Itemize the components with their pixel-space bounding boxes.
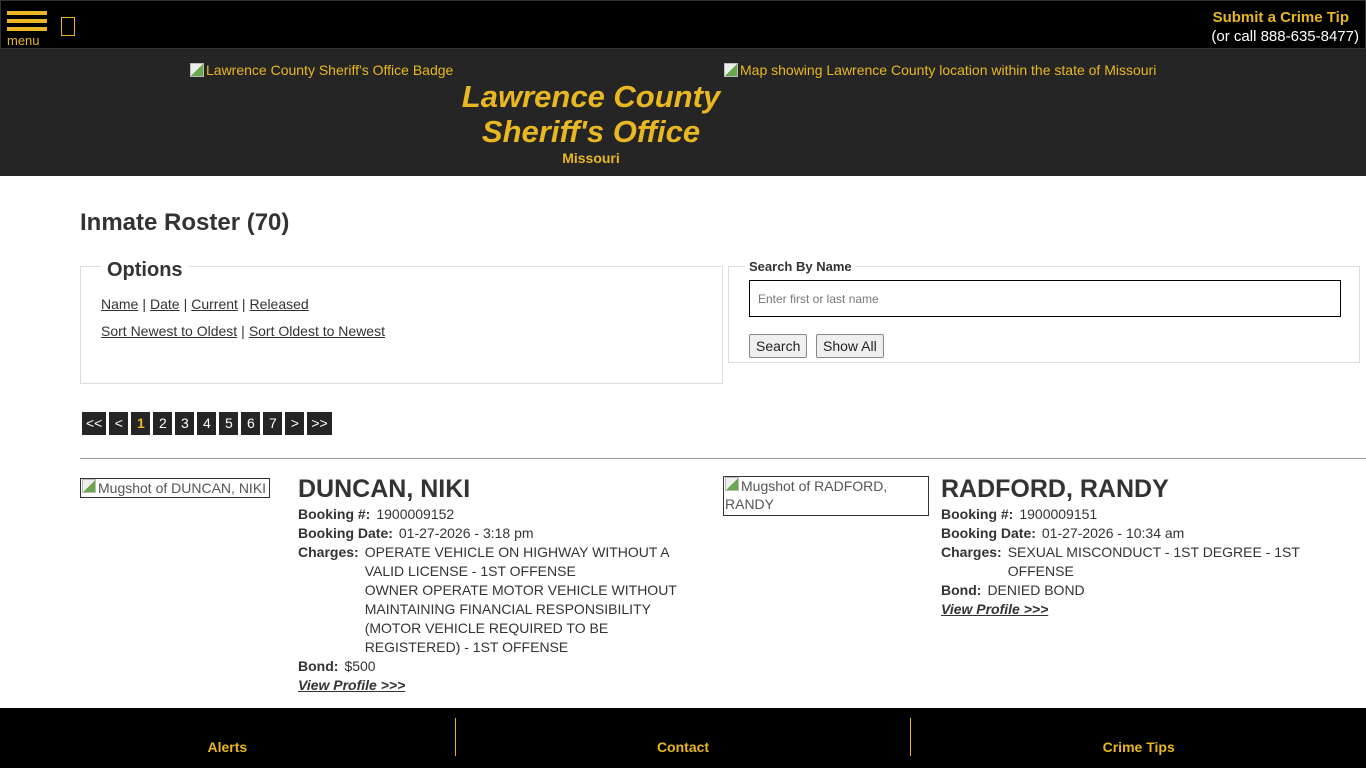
search-button[interactable]: Search xyxy=(749,334,807,358)
footer-crime-tips-link[interactable]: Crime Tips xyxy=(1102,739,1175,755)
name-search-input[interactable] xyxy=(749,280,1341,317)
crime-tip-box xyxy=(1211,8,1359,46)
site-title-line1: Lawrence County xyxy=(461,79,721,114)
page-7-button[interactable]: 7 xyxy=(263,412,282,435)
page-first-button[interactable]: << xyxy=(82,412,106,435)
site-title[interactable] xyxy=(441,79,741,149)
charges-list xyxy=(1008,543,1361,581)
bond-amount: DENIED BOND xyxy=(987,582,1085,598)
booking-number: 1900009152 xyxy=(376,506,455,522)
crime-tip-phone: (or call 888-635-8477) xyxy=(1211,28,1359,45)
menu-label: menu xyxy=(7,33,40,48)
broken-image-icon xyxy=(82,479,96,493)
page-prev-button[interactable]: < xyxy=(109,412,128,435)
show-all-button[interactable]: Show All xyxy=(816,334,884,358)
footer-alerts-link[interactable]: Alerts xyxy=(207,739,248,755)
filter-released-link[interactable]: Released xyxy=(249,296,309,312)
booking-number-label: Booking #: xyxy=(298,506,371,522)
mugshot-image[interactable]: Mugshot of DUNCAN, NIKI xyxy=(80,478,270,498)
site-subtitle: Missouri xyxy=(562,150,620,166)
map-alt-text: Map showing Lawrence County location within the state of Missouri xyxy=(740,62,1157,78)
options-legend: Options xyxy=(101,259,189,282)
booking-date-label: Booking Date: xyxy=(941,525,1036,541)
charge-item: SEXUAL MISCONDUCT - 1ST DEGREE - 1ST OFFENSE xyxy=(1007,544,1300,579)
top-bar xyxy=(0,0,1366,49)
inmate-details xyxy=(941,505,1361,619)
submit-crime-tip-link[interactable]: Submit a Crime Tip xyxy=(1212,9,1349,26)
pagination xyxy=(82,412,332,435)
filter-date-link[interactable]: Date xyxy=(150,296,180,312)
page-6-button[interactable]: 6 xyxy=(241,412,260,435)
sort-links: Sort Newest to Oldest | Sort Oldest to Newest xyxy=(101,323,385,339)
charge-item: OPERATE VEHICLE ON HIGHWAY WITHOUT A VALID LICENSE - 1ST OFFENSE xyxy=(364,544,669,579)
charges-label: Charges: xyxy=(941,544,1002,560)
page-next-button[interactable]: > xyxy=(285,412,304,435)
page-4-button[interactable]: 4 xyxy=(197,412,216,435)
filter-current-link[interactable]: Current xyxy=(191,296,238,312)
filter-name-link[interactable]: Name xyxy=(101,296,139,312)
bond-label: Bond: xyxy=(941,582,982,598)
filter-links: Name | Date | Current | Released xyxy=(101,296,309,312)
options-panel xyxy=(80,259,723,384)
booking-date: 01-27-2026 - 3:18 pm xyxy=(398,525,534,541)
inmate-name: DUNCAN, NIKI xyxy=(298,475,471,503)
booking-number-label: Booking #: xyxy=(941,506,1014,522)
header-banner xyxy=(0,49,1366,176)
inmate-details xyxy=(298,505,698,695)
bond-label: Bond: xyxy=(298,658,339,674)
page-5-button[interactable]: 5 xyxy=(219,412,238,435)
mugshot-image[interactable]: Mugshot of RADFORD, RANDY xyxy=(723,476,929,516)
sort-oldest-link[interactable]: Sort Oldest to Newest xyxy=(248,323,385,339)
hamburger-icon xyxy=(7,11,47,15)
bond-amount: $500 xyxy=(344,658,376,674)
view-profile-link[interactable]: View Profile >>> xyxy=(941,601,1049,617)
footer-contact-link[interactable]: Contact xyxy=(656,739,710,755)
page-last-button[interactable]: >> xyxy=(307,412,331,435)
page-1-button[interactable]: 1 xyxy=(131,412,150,435)
charge-item: OWNER OPERATE MOTOR VEHICLE WITHOUT MAINTAINING FINANCIAL RESPONSIBILITY (MOTOR VEHICLE REQUIRED TO BE REGISTERED) - 1ST OFFENSE xyxy=(364,582,677,655)
menu-button[interactable] xyxy=(7,11,47,49)
county-map-image xyxy=(724,62,1156,78)
broken-image-icon xyxy=(724,63,738,77)
badge-alt-text: Lawrence County Sheriff's Office Badge xyxy=(206,62,454,78)
divider xyxy=(80,458,1366,459)
sort-newest-link[interactable]: Sort Newest to Oldest xyxy=(101,323,238,339)
page-3-button[interactable]: 3 xyxy=(175,412,194,435)
hamburger-icon xyxy=(7,19,47,23)
booking-number: 1900009151 xyxy=(1019,506,1098,522)
search-legend: Search By Name xyxy=(745,259,856,274)
site-title-line2: Sheriff's Office xyxy=(481,114,701,149)
page-2-button[interactable]: 2 xyxy=(153,412,172,435)
view-profile-link[interactable]: View Profile >>> xyxy=(298,677,406,693)
sheriff-badge-image xyxy=(190,62,453,78)
broken-image-icon xyxy=(190,63,204,77)
charges-list xyxy=(365,543,698,657)
booking-date-label: Booking Date: xyxy=(298,525,393,541)
search-panel xyxy=(728,259,1360,363)
broken-image-icon xyxy=(725,477,739,491)
page-title: Inmate Roster (70) xyxy=(80,209,290,236)
inmate-name: RADFORD, RANDY xyxy=(941,475,1169,503)
charges-label: Charges: xyxy=(298,544,359,560)
hamburger-icon xyxy=(7,27,47,31)
missing-glyph-icon[interactable] xyxy=(61,17,75,36)
booking-date: 01-27-2026 - 10:34 am xyxy=(1041,525,1185,541)
footer-nav xyxy=(0,708,1366,768)
